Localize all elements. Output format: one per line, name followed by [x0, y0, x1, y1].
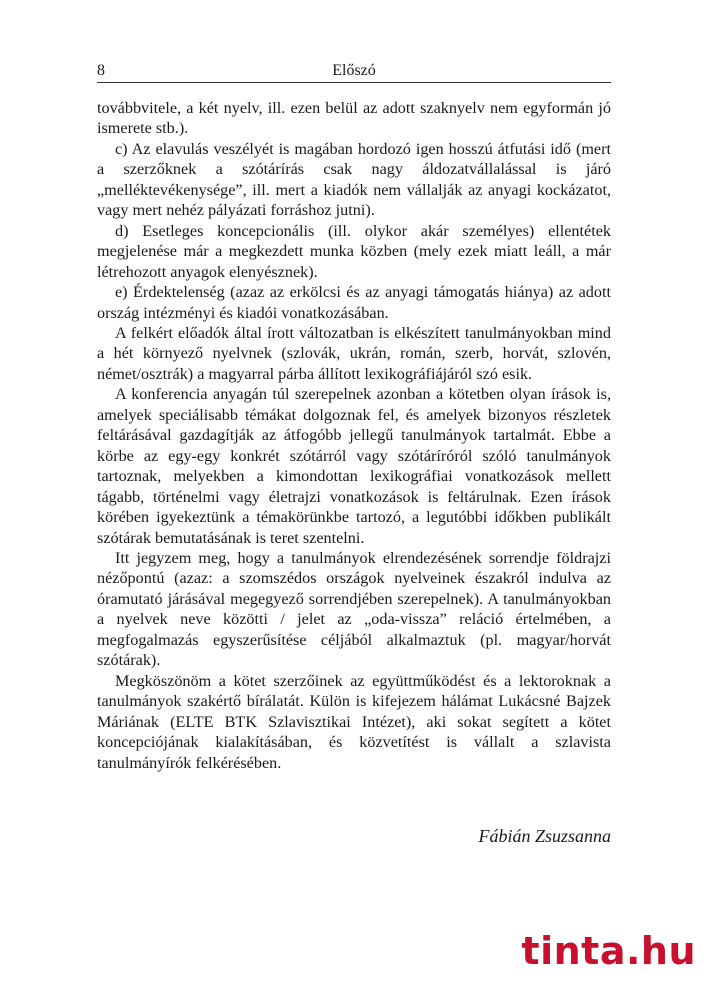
running-title: Előszó — [332, 62, 376, 79]
paragraph-acknowledgements: Megköszönöm a kötet szerzőinek az együttműködést és a lektoroknak a tanulmányok szakértő bírálatát. Külön is kifejezem hálámat Lukácsné Bajzek Máriának (ELTE BTK Szlavisztikai Intézet), aki sokat segített a kötet koncepciójának kialakításában, és közvetítést is vállalt a szlavista tanulmányírók felkérésében. — [97, 671, 611, 772]
paragraph-item-d: d) Esetleges koncepcionális (ill. olykor akár személyes) ellentétek megjelenése már a megkezdett munka közben (mely ezek miatt leáll, a már létrehozott anyagok elenyésznek). — [97, 221, 611, 281]
publisher-watermark: tinta.hu — [521, 929, 696, 973]
page-header — [97, 60, 611, 83]
paragraph-studies: A felkért előadók által írott változatban is elkészített tanulmányokban mind a hét környező nyelvnek (szlovák, ukrán, román, szerb, horvát, szlovén, német/osztrák) a magyarral párba állított lexikográfiájáról szó esik. — [97, 323, 611, 383]
page-number: 8 — [97, 62, 105, 79]
paragraph-conference: A konferencia anyagán túl szerepelnek azonban a kötetben olyan írások is, amelyek speciálisabb témákat dolgoznak fel, és amelyek bizonyos részletek feltárásával gazdagítják az átfogóbb jellegű tanulmányok tartalmát. Ebbe a körbe az egy-egy konkrét szótárról vagy szótáríróról szóló tanulmányok tartoznak, melyekben a kimondottan lexikográfiai vonatkozások mellett tágabb, történelmi vagy életrajzi vonatkozások is feltárulnak. Ezen írások körében igyekeztünk a témakörünkbe tartozó, a legutóbbi időkben publikált szótárak bemutatásának is teret szentelni. — [97, 385, 611, 547]
paragraph-item-c: c) Az elavulás veszélyét is magában hordozó igen hosszú átfutási idő (mert a szerzőknek a szótárírás csak nagy áldozatvállalással is járó „melléktevékenysége”, ill. mert a kiadók nem vállalják az anyagi kockázatot, vagy mert nehéz pályázati forráshoz jutni). — [97, 139, 611, 220]
paragraph-item-e: e) Érdektelenség (azaz az erkölcsi és az anyagi támogatás hiánya) az adott ország intézményi és kiadói vonatkozásában. — [97, 283, 611, 322]
body-text — [97, 98, 611, 773]
paragraph-continuation: továbbvitele, a két nyelv, ill. ezen belül az adott szaknyelv nem egyformán jó ismerete stb.). — [97, 99, 611, 138]
paragraph-ordering: Itt jegyzem meg, hogy a tanulmányok elrendezésének sorrendje földrajzi nézőpontú (azaz: a szomszédos országok nyelveinek északról indulva az óramutató járásával megegyező sorrendjében szerepelnek). A tanulmányokban a nyelvek neve közötti / jelet az „oda-vissza” reláció értelmében, a megfogalmazás egyszerűsítése céljából alkalmaztuk (pl. magyar/horvát szótárak). — [97, 548, 611, 670]
author-signature: Fábián Zsuzsanna — [478, 826, 611, 846]
